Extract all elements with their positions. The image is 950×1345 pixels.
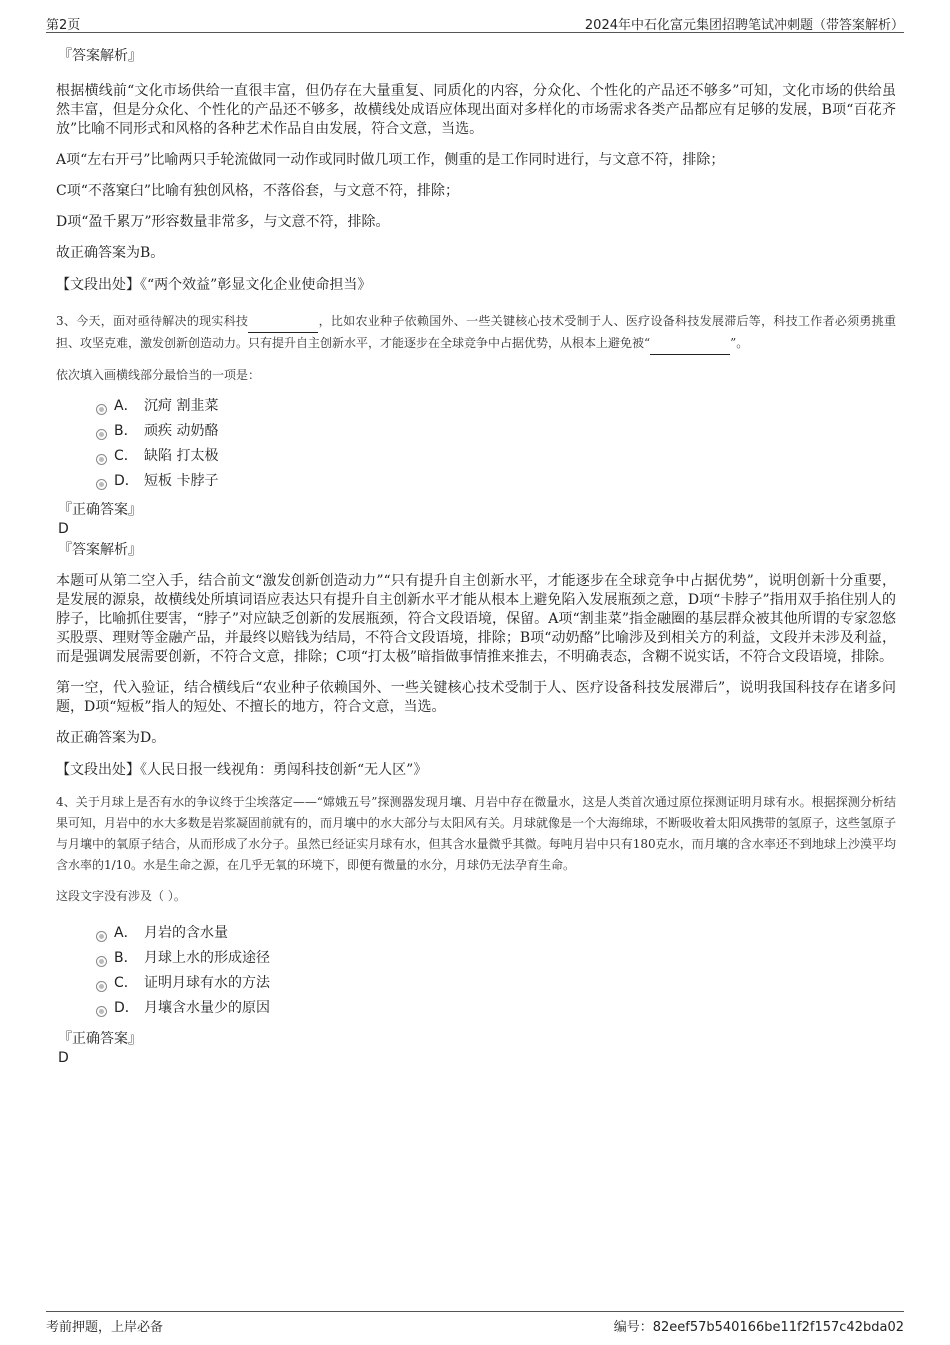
analysis-paragraph: 本题可从第二空入手，结合前文“激发创新创造动力”“只有提升自主创新水平，才能逐步在全球竞争中占据优势”，说明创新十分重要，是发展的源泉，故横线处所填词语应表达只有提升自主创新水平才能从根本上避免陷入发展瓶颈之意，D项“卡脖子”指用双手掐住别人的脖子，比喻抓住要害，“脖子”对应缺乏创新的发展瓶颈，符合文段语境，保留。A项“割韭菜”指金融圈的基层群众被其他所谓的专家忽悠买股票、理财等金融产品，并最终以赔钱为结局，不符合文段语境，排除；B项“动奶酪”比喻涉及到相关方的利益，文段并未涉及利益，而是强调发展需要创新，不符合文意，排除；C项“打太极”暗指做事情推来推去，不明确表态，含糊不说实话，不符合文段语境，排除。 — [56, 573, 896, 665]
analysis-paragraph: C项“不落窠臼”比喻有独创风格，不落俗套，与文意不符，排除； — [56, 183, 460, 199]
fill-blank-1 — [248, 311, 318, 333]
option-d[interactable]: D． 月壤含水量少的原因 — [56, 998, 896, 1023]
radio-icon[interactable] — [96, 981, 107, 992]
document-code: 编号：82eef57b540166be11f2f157c42bda02 — [613, 1320, 904, 1335]
question-prompt: 这段文字没有涉及（ ）。 — [56, 889, 186, 903]
option-b[interactable]: B． 顽疾 动奶酪 — [56, 421, 896, 446]
radio-icon[interactable] — [96, 1006, 107, 1017]
analysis-paragraph: 根据横线前“文化市场供给一直很丰富，但仍存在大量重复、同质化的内容，分众化、个性化的产品还不够多”可知，文化市场的供给虽然丰富，但是分众化、个性化的产品还不够多，故横线处成语应体现出面对多样化的市场需求各类产品都应有足够的发展，B项“百花齐放”比喻不同形式和风格的各种艺术作品自由发展，符合文意，当选。 — [56, 83, 896, 137]
options-list — [56, 396, 896, 496]
options-list — [56, 923, 896, 1023]
page-content — [56, 46, 896, 1067]
radio-icon[interactable] — [96, 404, 107, 415]
source-citation: 【文段出处】《人民日报一线视角：勇闯科技创新“无人区”》 — [56, 762, 428, 778]
correct-answer-label: 『正确答案』 — [58, 1031, 142, 1047]
answer-analysis-label: 『答案解析』 — [58, 48, 142, 64]
question-stem: 3、今天，面对亟待解决的现实科技 ，比如农业种子依赖国外、一些关键核心技术受制于人、医疗设备科技发展滞后等，科技工作者必须勇挑重担、攻坚克难，激发创新创造动力。只有提升自主创新水平，才能逐步在全球竞争中占据优势，从根本上避免被“ ”。 — [56, 311, 896, 355]
radio-icon[interactable] — [96, 454, 107, 465]
fill-blank-2 — [650, 333, 730, 355]
option-c[interactable]: C． 证明月球有水的方法 — [56, 973, 896, 998]
analysis-conclusion: 故正确答案为D。 — [56, 730, 166, 746]
radio-icon[interactable] — [96, 479, 107, 490]
radio-icon[interactable] — [96, 429, 107, 440]
analysis-conclusion: 故正确答案为B。 — [56, 245, 165, 261]
analysis-paragraph: A项“左右开弓”比喻两只手轮流做同一动作或同时做几项工作，侧重的是工作同时进行，与文意不符，排除； — [56, 152, 725, 168]
analysis-paragraph: D项“盈千累万”形容数量非常多，与文意不符，排除。 — [56, 214, 390, 230]
page-number: 第2页 — [46, 18, 81, 33]
option-b[interactable]: B． 月球上水的形成途径 — [56, 948, 896, 973]
page-footer — [46, 1311, 904, 1334]
radio-icon[interactable] — [96, 956, 107, 967]
source-citation: 【文段出处】《“两个效益”彰显文化企业使命担当》 — [56, 277, 372, 293]
correct-answer-label: 『正确答案』 — [58, 502, 142, 518]
page-header — [46, 12, 904, 33]
radio-icon[interactable] — [96, 931, 107, 942]
footer-slogan: 考前押题，上岸必备 — [46, 1320, 164, 1335]
correct-answer: D — [58, 521, 69, 537]
analysis-paragraph: 第一空，代入验证，结合横线后“农业种子依赖国外、一些关键核心技术受制于人、医疗设备科技发展滞后”，说明我国科技存在诸多问题，D项“短板”指人的短处、不擅长的地方，符合文意，当选。 — [56, 680, 896, 715]
correct-answer: D — [58, 1050, 69, 1066]
option-c[interactable]: C． 缺陷 打太极 — [56, 446, 896, 471]
question-prompt: 依次填入画横线部分最恰当的一项是： — [56, 368, 261, 382]
document-title: 2024年中石化富元集团招聘笔试冲刺题（带答案解析） — [584, 18, 904, 33]
option-a[interactable]: A． 月岩的含水量 — [56, 923, 896, 948]
option-a[interactable]: A． 沉疴 割韭菜 — [56, 396, 896, 421]
answer-analysis-label: 『答案解析』 — [58, 542, 142, 558]
question-stem: 4、关于月球上是否有水的争议终于尘埃落定——“嫦娥五号”探测器发现月壤、月岩中存在微量水，这是人类首次通过原位探测证明月球有水。根据探测分析结果可知，月岩中的水大多数是岩浆凝固前就有的，而月壤中的水大部分与太阳风有关。月球就像是一个大海绵球，不断吸收着太阳风携带的氢原子，这些氢原子与月壤中的氧原子结合，从而形成了水分子。虽然已经证实月球有水，但其含水量微乎其微。每吨月岩中只有180克水，而月壤的含水率还不到地球上沙漠平均含水率的1/10。水是生命之源，在几乎无氧的环境下，即便有微量的水分，月球仍无法孕育生命。 — [56, 795, 897, 872]
option-d[interactable]: D． 短板 卡脖子 — [56, 471, 896, 496]
